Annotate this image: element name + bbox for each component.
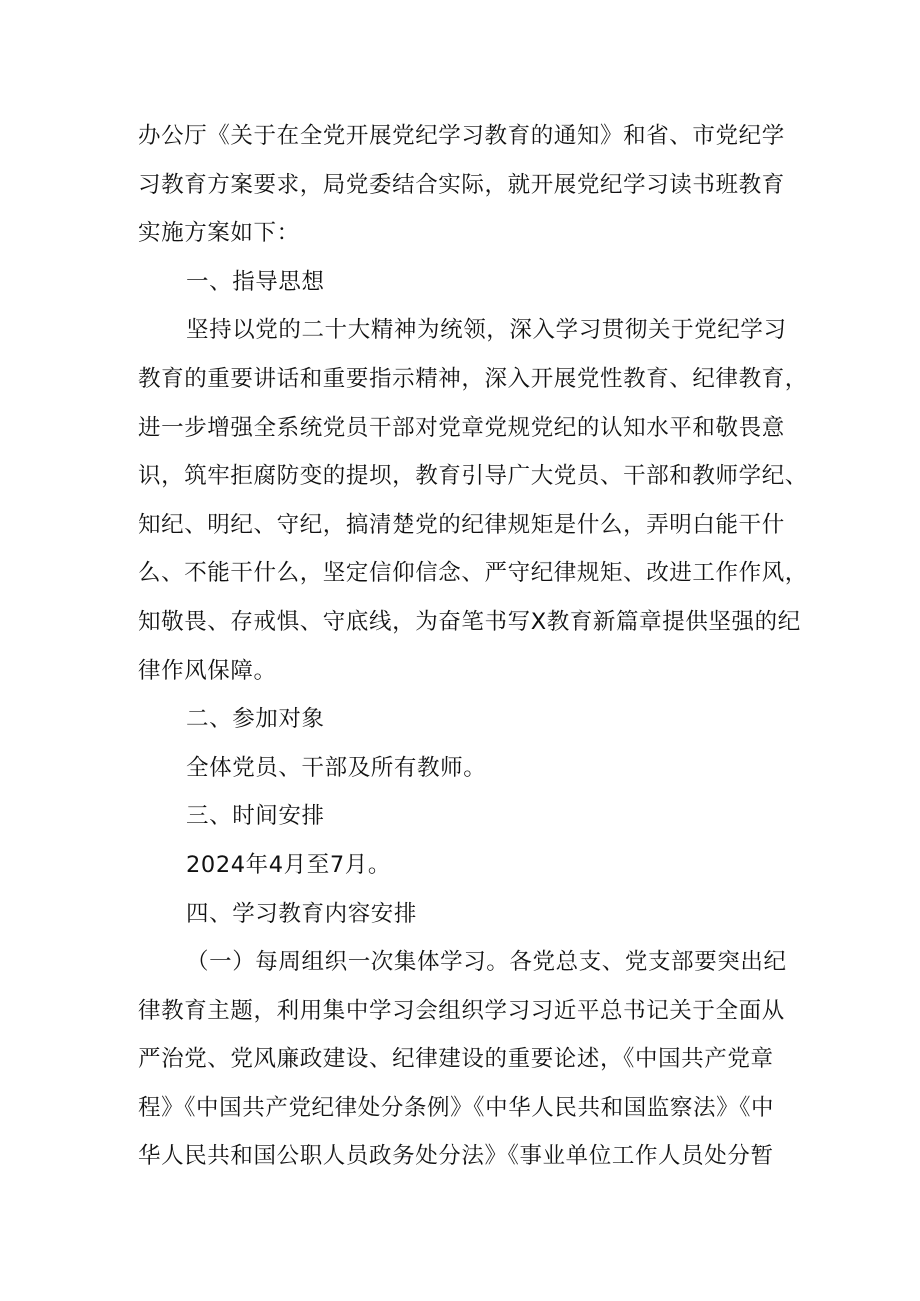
text-line: 程》《中国共产党纪律处分条例》《中华人民共和国监察法》《中 (138, 1094, 775, 1121)
text-line: 2024年4月至7月。 (186, 851, 391, 878)
text-line: 办公厅《关于在全党开展党纪学习教育的通知》和省、市党纪学 (138, 123, 785, 149)
text-line: 么、不能干什么，坚定信仰信念、严守纪律规矩、改进工作作风， (138, 560, 808, 587)
text-line: （一）每周组织一次集体学习。各党总支、党支部要突出纪 (186, 949, 787, 976)
section-heading-content-arrangement: 四、学习教育内容安排 (186, 900, 418, 927)
text-line: 习教育方案要求，局党委结合实际，就开展党纪学习读书班教育 (138, 171, 785, 198)
section-heading-schedule: 三、时间安排 (186, 803, 325, 830)
text-line: 律教育主题，利用集中学习会组织学习习近平总书记关于全面从 (138, 997, 785, 1024)
text-line: 华人民共和国公职人员政务处分法》《事业单位工作人员处分暂 (138, 1143, 774, 1170)
text-line: 进一步增强全系统党员干部对党章党规党纪的认知水平和敬畏意 (138, 414, 785, 441)
text-line: 实施方案如下： (138, 220, 300, 247)
text-line: 识，筑牢拒腐防变的提坝，教育引导广大党员、干部和教师学纪、 (138, 463, 808, 490)
text-line: 知敬畏、存戒惧、守底线，为奋笔书写X教育新篇章提供坚强的纪 (138, 608, 801, 635)
text-line: 坚持以党的二十大精神为统领，深入学习贯彻关于党纪学习 (186, 317, 787, 344)
text-line: 严治党、党风廉政建设、纪律建设的重要论述，《中国共产党章 (138, 1046, 774, 1073)
section-heading-participants: 二、参加对象 (186, 706, 325, 733)
text-line: 教育的重要讲话和重要指示精神，深入开展党性教育、纪律教育， (138, 365, 808, 392)
text-line: 知纪、明纪、守纪，搞清楚党的纪律规矩是什么，弄明白能干什 (138, 511, 785, 538)
text-line: 全体党员、干部及所有教师。 (186, 754, 487, 781)
document-body (138, 112, 808, 1181)
section-heading-guiding-ideology: 一、指导思想 (186, 268, 325, 295)
text-line: 律作风保障。 (138, 657, 277, 684)
